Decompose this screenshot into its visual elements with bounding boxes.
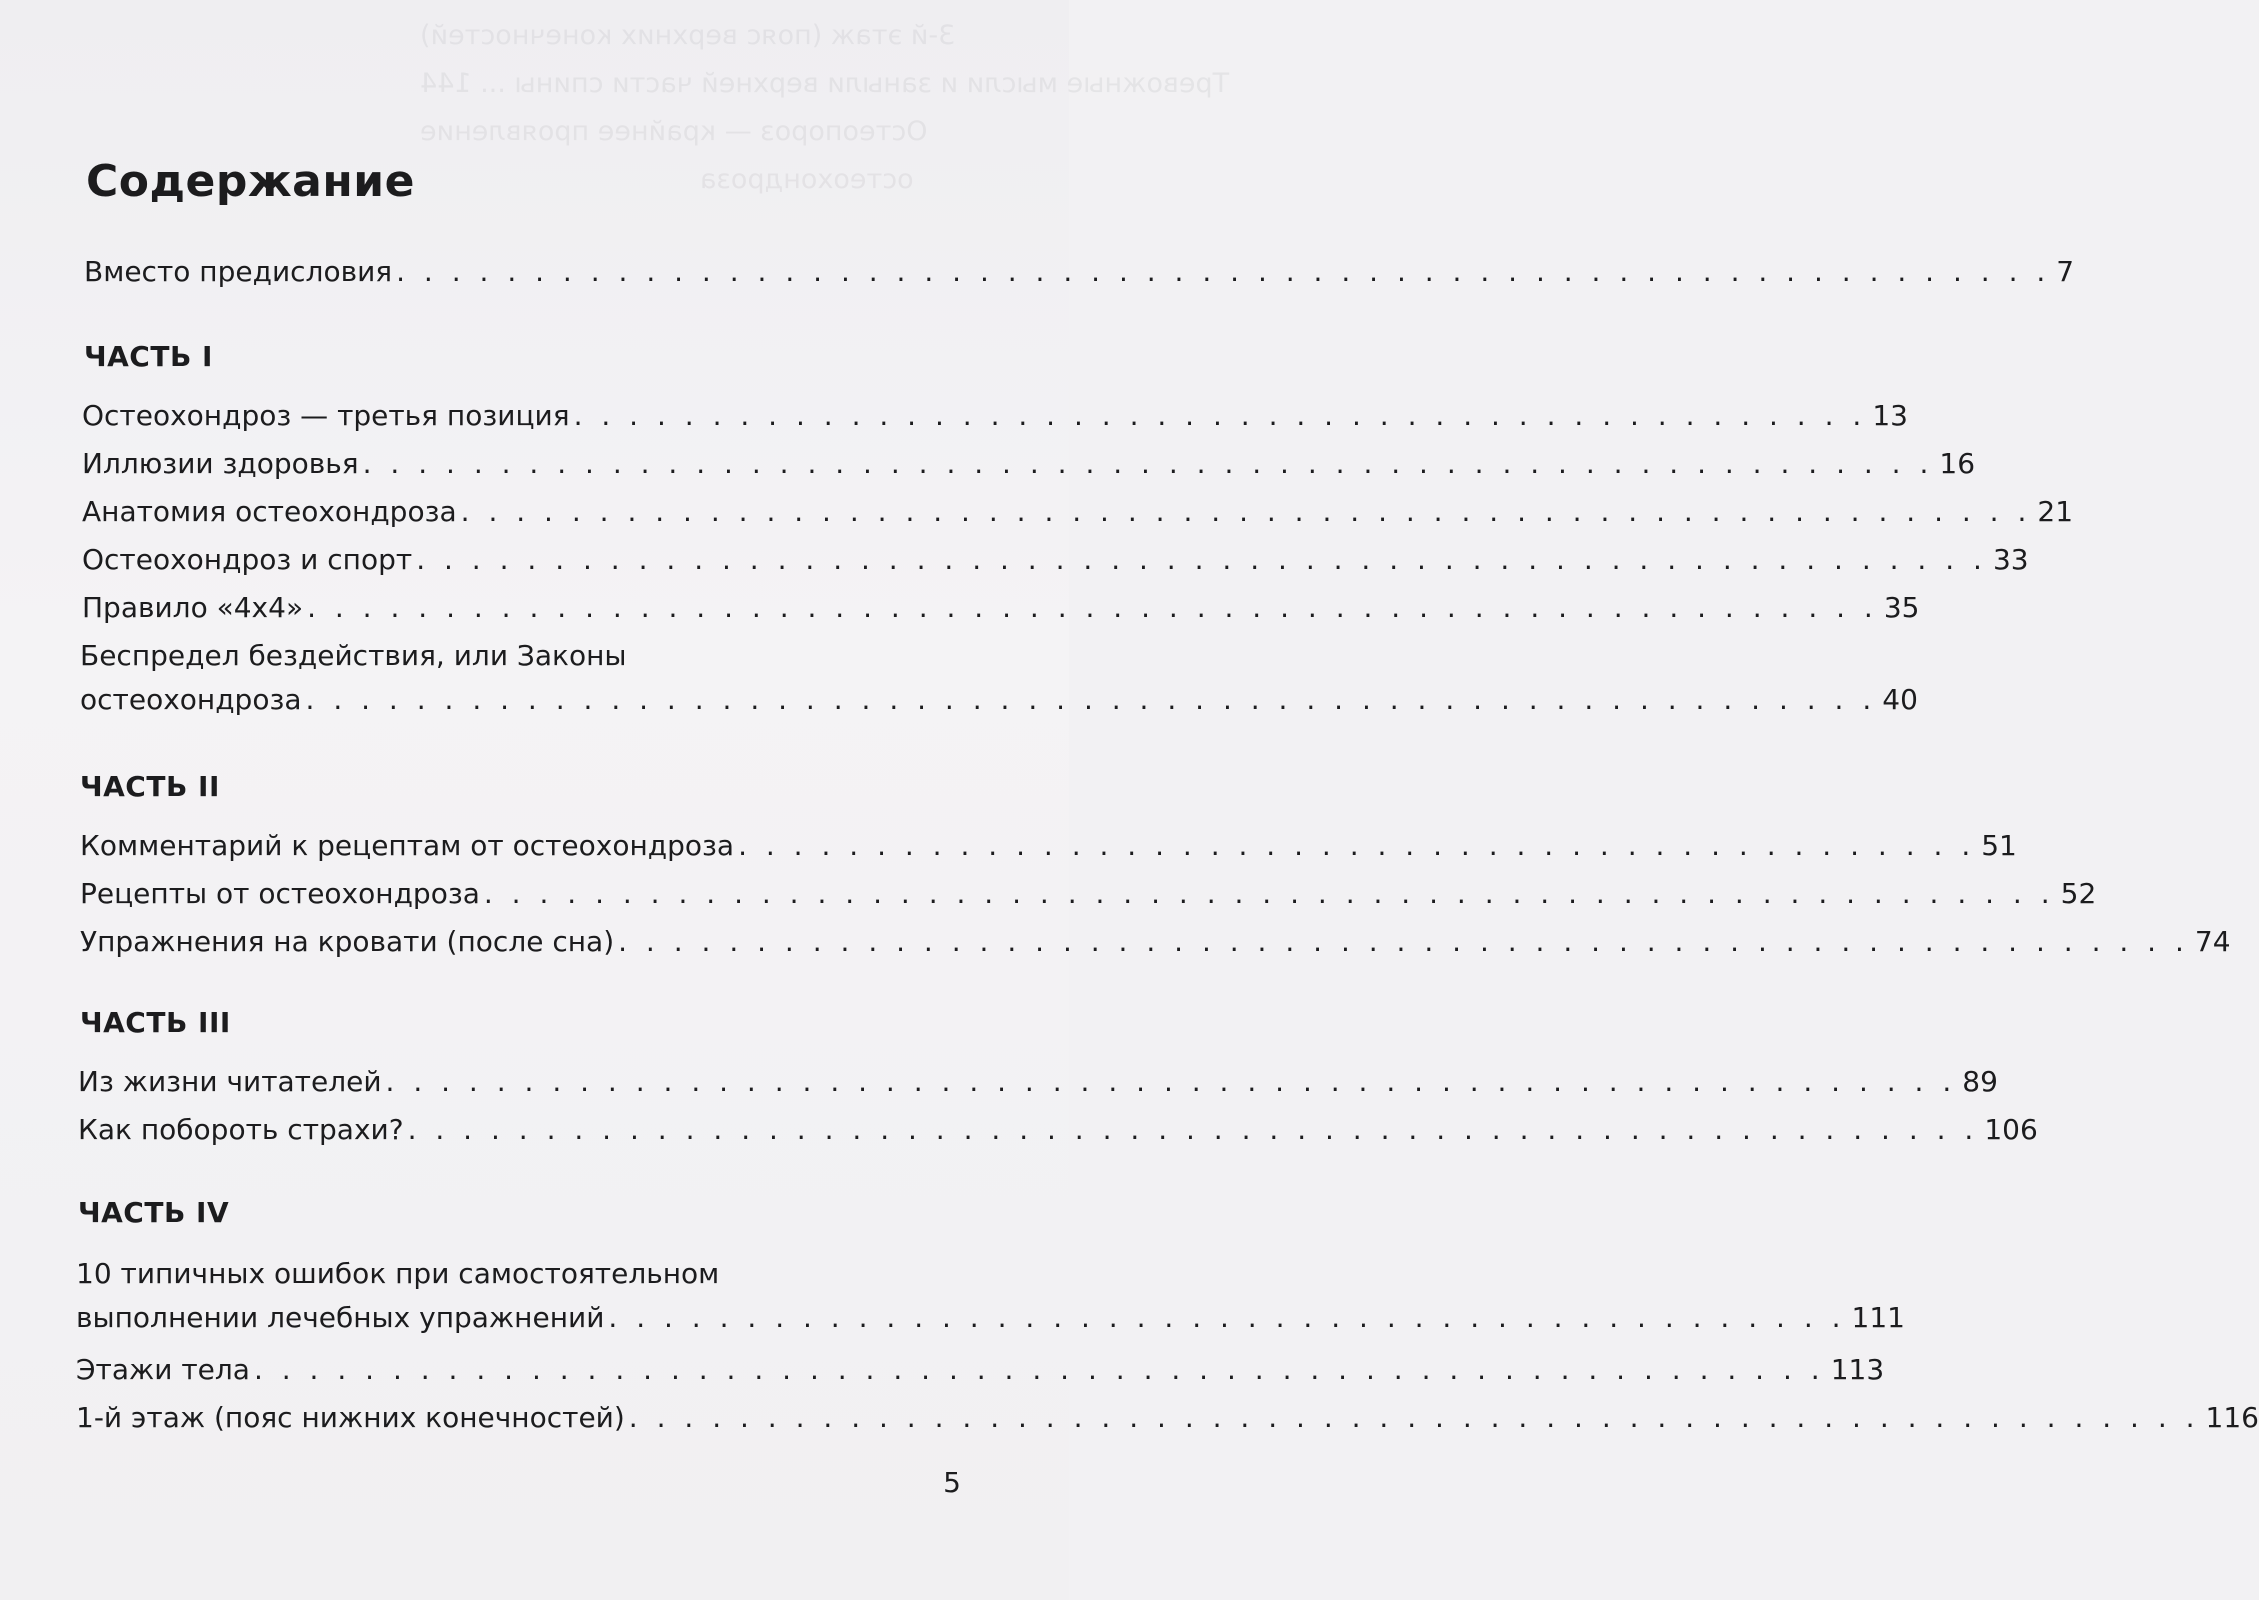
- toc-entry-label: Вместо предисловия: [84, 255, 393, 288]
- bleed-through-text: 3-й этаж (пояс верхних конечностей): [420, 20, 956, 51]
- toc-entry-page: 33: [1992, 543, 2029, 576]
- toc-entry-label: Анатомия остеохондроза: [82, 495, 457, 528]
- toc-entry-page: 74: [2194, 925, 2231, 958]
- page-number: 5: [943, 1466, 961, 1499]
- toc-entry-page: 40: [1882, 683, 1918, 716]
- toc-leader-dots: . . . . . . . . . . . . . . . . . . . . . . . . . . . . . . . . . . . . . . . . . . . . .: [608, 1301, 1846, 1334]
- toc-entry-label: Правило «4х4»: [82, 591, 304, 624]
- toc-entry-label: Комментарий к рецептам от остеохондроза: [80, 829, 735, 862]
- toc-entry: [84, 250, 2075, 294]
- toc-leader-dots: . . . . . . . . . . . . . . . . . . . . . . . . . . . . . . . . . . . . . . . . . . . . . . . . . . . . . . . . .: [628, 1401, 2200, 1434]
- toc-entry: [82, 442, 1976, 486]
- toc-entry-label: 1-й этаж (пояс нижних конечностей): [76, 1401, 625, 1434]
- toc-leader-dots: . . . . . . . . . . . . . . . . . . . . . . . . . . . . . . . . . . . . . . . . . . . . . . . . . . . . . . . . .: [362, 447, 1934, 480]
- toc-entry-page: 113: [1830, 1353, 1885, 1386]
- toc-entry-label: Рецепты от остеохондроза: [80, 877, 480, 910]
- toc-entry-page: 51: [1981, 829, 2017, 862]
- toc-entry: [78, 1108, 2038, 1152]
- toc-leader-dots: . . . . . . . . . . . . . . . . . . . . . . . . . . . . . . . . . . . . . . . . . . . . . . .: [573, 399, 1867, 432]
- toc-leader-dots: . . . . . . . . . . . . . . . . . . . . . . . . . . . . . . . . . . . . . . . . . . . . . . . . . . . . . . . . .: [483, 877, 2055, 910]
- toc-entry-label: Остеохондроз и спорт: [82, 543, 413, 576]
- toc-entry-page: 106: [1984, 1113, 2038, 1146]
- toc-entry-label: Упражнения на кровати (после сна): [80, 925, 615, 958]
- toc-entry-page: 21: [2037, 495, 2074, 528]
- toc-entry: [82, 490, 2074, 534]
- toc-leader-dots: . . . . . . . . . . . . . . . . . . . . . . . . . . . . . . . . . . . . . . . . . . . . . . . . . . . . . . . . .: [407, 1113, 1979, 1146]
- toc-entry-page: 89: [1962, 1065, 1998, 1098]
- toc-leader-dots: . . . . . . . . . . . . . . . . . . . . . . . . . . . . . . . . . . . . . . . . . . . . . . . . . . . . . . . . .: [385, 1065, 1957, 1098]
- part-heading: ЧАСТЬ III: [80, 1006, 231, 1039]
- toc-entry-label: Беспредел бездействия, или Законы: [80, 639, 627, 672]
- bleed-through-text: Остеопороз — крайнее проявление: [420, 116, 928, 147]
- toc-entry-multiline: [76, 1252, 1905, 1340]
- toc-leader-dots: . . . . . . . . . . . . . . . . . . . . . . . . . . . . . . . . . . . . . . . . . . . . . . . . . . . . . . . . .: [253, 1353, 1825, 1386]
- toc-entry-label: Этажи тела: [76, 1353, 250, 1386]
- toc-entry: [80, 872, 2097, 916]
- bleed-through-text: остеохондроза: [700, 164, 914, 195]
- toc-leader-dots: . . . . . . . . . . . . . . . . . . . . . . . . . . . . . . . . . . . . . . . . . . . . . . . . . . . . . . . . .: [416, 543, 1987, 576]
- toc-entry: [82, 538, 2029, 582]
- part-heading: ЧАСТЬ II: [80, 770, 220, 803]
- toc-leader-dots: . . . . . . . . . . . . . . . . . . . . . . . . . . . . . . . . . . . . . . . . . . . . . . . . . . . . . . . . . . . .: [396, 255, 2051, 288]
- toc-entry-label: остеохондроза: [80, 683, 302, 716]
- bleed-through-text: Тревожные мысли и заныли верхней части спины ... 144: [420, 68, 1230, 99]
- toc-entry-page: 116: [2205, 1401, 2259, 1434]
- toc-entry: [76, 1348, 1885, 1392]
- page-title: Содержание: [86, 156, 415, 207]
- toc-entry-page: 13: [1872, 399, 1908, 432]
- toc-entry-page: 111: [1851, 1301, 1905, 1334]
- toc-entry-label: Остеохондроз — третья позиция: [82, 399, 570, 432]
- toc-leader-dots: . . . . . . . . . . . . . . . . . . . . . . . . . . . . . . . . . . . . . . . . . . . . .: [738, 829, 1976, 862]
- toc-entry-page: 7: [2056, 255, 2075, 288]
- toc-entry: [80, 920, 2231, 964]
- toc-entry: [76, 1396, 2259, 1440]
- toc-entry-multiline: [80, 634, 1918, 722]
- toc-entry-label: Как побороть страхи?: [78, 1113, 404, 1146]
- part-heading: ЧАСТЬ I: [84, 340, 213, 373]
- toc-leader-dots: . . . . . . . . . . . . . . . . . . . . . . . . . . . . . . . . . . . . . . . . . . . . . . . . . . . . . . . . .: [305, 683, 1877, 716]
- toc-entry-page: 16: [1939, 447, 1976, 480]
- toc-entry: [78, 1060, 1998, 1104]
- toc-entry-page: 52: [2060, 877, 2097, 910]
- toc-entry: [80, 824, 2017, 868]
- toc-leader-dots: . . . . . . . . . . . . . . . . . . . . . . . . . . . . . . . . . . . . . . . . . . . . . . . . . . . . . . . . .: [618, 925, 2189, 958]
- toc-entry-label: Иллюзии здоровья: [82, 447, 359, 480]
- toc-entry-label: 10 типичных ошибок при самостоятельном: [76, 1257, 720, 1290]
- toc-entry-label: выполнении лечебных упражнений: [76, 1301, 605, 1334]
- part-heading: ЧАСТЬ IV: [78, 1196, 230, 1229]
- toc-entry: [82, 394, 1908, 438]
- toc-entry-label: Из жизни читателей: [78, 1065, 382, 1098]
- toc-entry-page: 35: [1883, 591, 1920, 624]
- toc-leader-dots: . . . . . . . . . . . . . . . . . . . . . . . . . . . . . . . . . . . . . . . . . . . . . . . . . . . . . . . . .: [307, 591, 1878, 624]
- toc-entry: [82, 586, 1920, 630]
- toc-leader-dots: . . . . . . . . . . . . . . . . . . . . . . . . . . . . . . . . . . . . . . . . . . . . . . . . . . . . . . . . .: [460, 495, 2032, 528]
